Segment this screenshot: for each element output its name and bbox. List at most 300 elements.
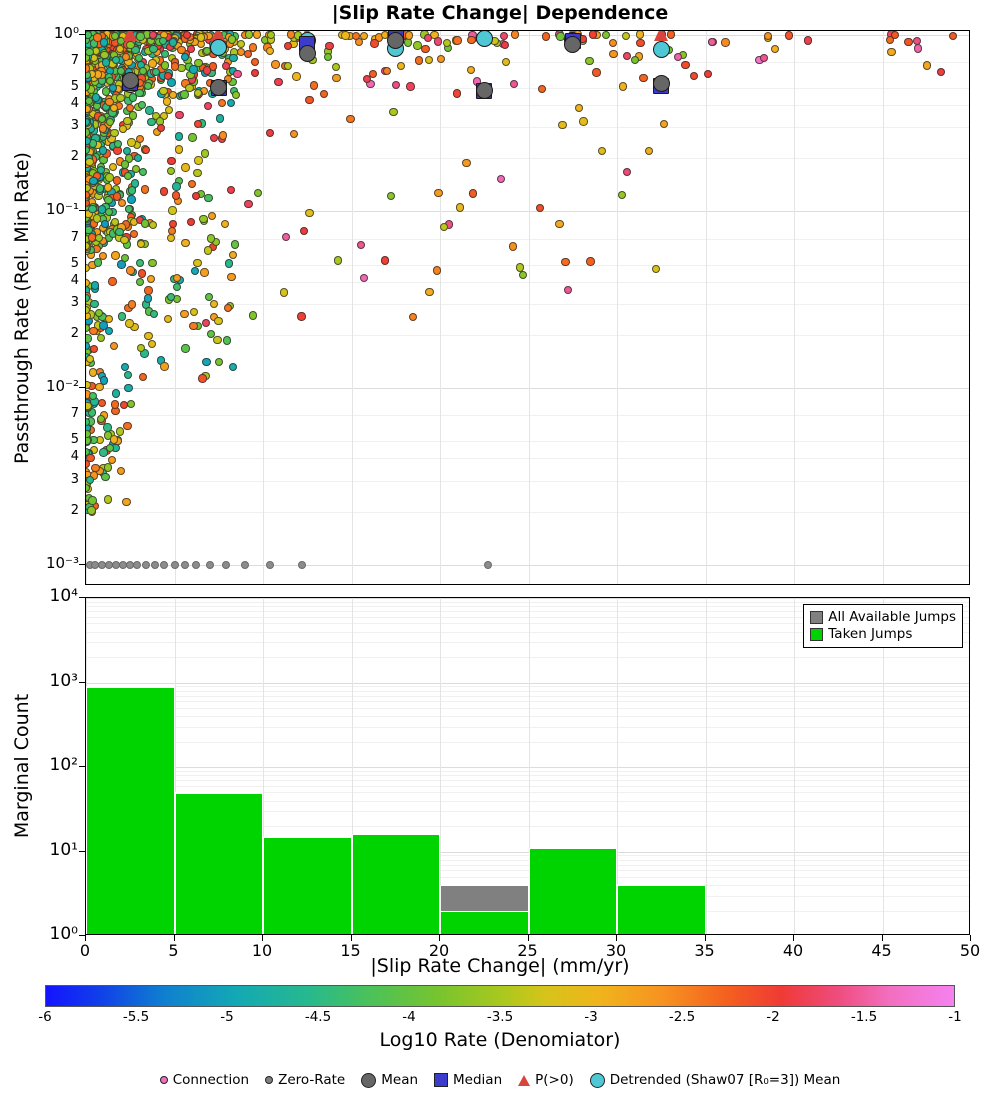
gridline-v	[529, 31, 530, 584]
connection-point	[126, 41, 134, 49]
connection-point	[623, 168, 631, 176]
gridline-h-minor	[86, 786, 969, 787]
connection-point	[199, 215, 207, 223]
connection-point	[122, 498, 130, 506]
x-tick-label: 45	[871, 941, 892, 960]
connection-point	[136, 278, 144, 286]
connection-point	[202, 358, 210, 366]
x-tick-label: 40	[782, 941, 804, 960]
histogram-y-axis-label: Marginal Count	[11, 693, 33, 839]
connection-point	[280, 288, 288, 296]
connection-point	[245, 30, 253, 38]
connection-point	[159, 87, 167, 95]
x-tick-label: 5	[168, 941, 179, 960]
histogram-y-tick-mark	[79, 851, 85, 852]
colorbar-tick-label: -6	[38, 1009, 52, 1025]
connection-point	[167, 157, 175, 165]
histogram-y-tick-mark	[79, 597, 85, 598]
marker-p-gt-zero	[123, 30, 137, 41]
histogram-y-tick: 10⁴	[49, 586, 78, 606]
connection-point	[181, 239, 189, 247]
connection-point	[300, 227, 308, 235]
connection-point	[216, 114, 224, 122]
scatter-y-minor-tick: 7	[70, 406, 79, 422]
histogram-bar-taken-jumps	[263, 837, 352, 935]
connection-point	[237, 48, 245, 56]
connection-point	[636, 30, 644, 38]
connection-point	[192, 192, 200, 200]
histogram-y-tick-mark	[79, 766, 85, 767]
connection-point	[210, 300, 218, 308]
connection-point	[305, 96, 313, 104]
connection-point	[172, 191, 180, 199]
connection-point	[325, 42, 333, 50]
histogram-bar-taken-jumps	[529, 848, 618, 935]
marker-mean	[564, 36, 581, 53]
connection-point	[389, 108, 397, 116]
connection-point	[271, 60, 279, 68]
connection-point	[440, 223, 448, 231]
connection-point	[467, 36, 475, 44]
colorbar-tick-label: -2	[766, 1009, 780, 1025]
figure-title: |Slip Rate Change| Dependence	[331, 2, 669, 24]
connection-point	[542, 32, 550, 40]
connection-point	[433, 266, 441, 274]
x-tick-label: 0	[79, 941, 91, 960]
connection-point	[141, 185, 149, 193]
legend-item-all-jumps	[810, 609, 956, 626]
connection-point	[266, 129, 274, 137]
connection-point	[645, 147, 653, 155]
marker-p-gt-zero	[654, 30, 668, 41]
connection-point	[86, 476, 94, 484]
zero-rate-point	[181, 561, 189, 569]
connection-point	[202, 319, 210, 327]
connection-point	[249, 311, 257, 319]
x-tick-mark	[970, 935, 971, 941]
connection-point	[127, 195, 135, 203]
legend-swatch-taken-jumps	[810, 628, 823, 641]
connection-point	[332, 63, 340, 71]
gridline-h	[86, 388, 969, 389]
connection-point	[191, 267, 199, 275]
scatter-y-minor-tick: 7	[70, 52, 79, 68]
connection-point	[341, 31, 349, 39]
gridline-h-minor	[86, 742, 969, 743]
connection-point	[334, 256, 342, 264]
connection-point	[406, 82, 414, 90]
gridline-h-minor	[86, 265, 969, 266]
marker-detrended-mean	[653, 41, 670, 58]
connection-point	[86, 454, 94, 462]
scatter-y-major-tick: 10⁰	[53, 23, 79, 42]
connection-point	[586, 257, 594, 265]
x-tick-mark	[616, 935, 617, 941]
connection-point	[320, 90, 328, 98]
connection-point	[631, 56, 639, 64]
connection-point	[181, 163, 189, 171]
gridline-h	[86, 211, 969, 212]
connection-point	[602, 31, 610, 39]
gridline-h-minor	[86, 481, 969, 482]
connection-point	[575, 104, 583, 112]
connection-point	[332, 74, 340, 82]
connection-point	[104, 463, 112, 471]
connection-point	[85, 48, 93, 56]
connection-point	[187, 218, 195, 226]
connection-point	[150, 310, 158, 318]
gridline-h-minor	[86, 686, 969, 687]
connection-point	[189, 322, 197, 330]
colorbar-tick-label: -1	[948, 1009, 962, 1025]
marker-legend-item	[518, 1072, 574, 1088]
connection-point	[197, 33, 205, 41]
x-tick-mark	[351, 935, 352, 941]
connection-point	[91, 281, 99, 289]
connection-point	[193, 169, 201, 177]
connection-point	[887, 48, 895, 56]
zero-rate-point	[142, 561, 150, 569]
legend-label-all-jumps: All Available Jumps	[828, 609, 956, 625]
connection-point	[609, 39, 617, 47]
connection-point	[214, 317, 222, 325]
connection-point	[237, 40, 245, 48]
connection-point	[88, 496, 96, 504]
gridline-v	[794, 31, 795, 584]
connection-point	[173, 283, 181, 291]
histogram-legend	[803, 604, 963, 648]
connection-point	[297, 312, 305, 320]
connection-point	[511, 30, 519, 38]
scatter-y-tick-mark	[79, 387, 85, 388]
scatter-y-tick-mark	[79, 210, 85, 211]
zero-rate-point	[192, 561, 200, 569]
colorbar-container	[0, 985, 1000, 1055]
scatter-y-minor-tick: 4	[70, 449, 79, 465]
gridline-v	[794, 598, 795, 934]
connection-point	[467, 66, 475, 74]
gridline-h-minor	[86, 602, 969, 603]
connection-point	[124, 384, 132, 392]
connection-point	[210, 134, 218, 142]
legend-label: Connection	[172, 1072, 250, 1088]
connection-point	[106, 118, 114, 126]
legend-swatch-all-jumps	[810, 611, 823, 624]
connection-point	[118, 312, 126, 320]
connection-point	[497, 175, 505, 183]
connection-point	[120, 236, 128, 244]
connection-point	[100, 376, 108, 384]
connection-point	[147, 118, 155, 126]
connection-point	[126, 266, 134, 274]
gridline-v	[352, 31, 353, 584]
gridline-h-minor	[86, 701, 969, 702]
gridline-h-minor	[86, 415, 969, 416]
connection-point	[218, 99, 226, 107]
colorbar-tick-label: -1.5	[850, 1009, 878, 1025]
marker-mean	[653, 75, 670, 92]
connection-point	[251, 69, 259, 77]
gridline-v	[617, 598, 618, 934]
connection-point	[85, 381, 91, 389]
connection-point	[387, 192, 395, 200]
connection-point	[249, 43, 257, 51]
marker-detrended-mean	[210, 39, 227, 56]
connection-point	[704, 70, 712, 78]
connection-point	[914, 44, 922, 52]
connection-point	[99, 124, 107, 132]
connection-point	[509, 242, 517, 250]
x-tick-label: 35	[694, 941, 715, 960]
connection-point	[623, 52, 631, 60]
histogram-bar-taken-jumps	[175, 793, 264, 935]
connection-point	[144, 286, 152, 294]
connection-point	[172, 182, 180, 190]
zero-rate-point	[160, 561, 168, 569]
gridline-h-minor	[86, 158, 969, 159]
connection-point	[284, 42, 292, 50]
legend-item-taken-jumps	[810, 626, 956, 643]
connection-point	[904, 38, 912, 46]
connection-point	[555, 220, 563, 228]
connection-point	[111, 400, 119, 408]
marker-legend-item	[361, 1072, 418, 1088]
scatter-y-minor-tick: 4	[70, 272, 79, 288]
connection-point	[425, 288, 433, 296]
connection-point	[381, 256, 389, 264]
connection-point	[117, 467, 125, 475]
connection-point	[125, 319, 133, 327]
connection-point	[721, 38, 729, 46]
connection-point	[88, 233, 96, 241]
zero-rate-point	[206, 561, 214, 569]
connection-point	[136, 135, 144, 143]
connection-point	[231, 240, 239, 248]
connection-point	[502, 58, 510, 66]
connection-point	[891, 31, 899, 39]
connection-point	[207, 234, 215, 242]
connection-point	[108, 456, 116, 464]
connection-point	[97, 334, 105, 342]
scatter-y-tick-mark	[79, 564, 85, 565]
connection-point	[760, 54, 768, 62]
zero-rate-point	[241, 561, 249, 569]
x-tick-mark	[705, 935, 706, 941]
connection-point	[221, 220, 229, 228]
connection-point	[101, 220, 109, 228]
connection-point	[90, 345, 98, 353]
marker-legend-item	[590, 1072, 841, 1088]
connection-point	[636, 39, 644, 47]
connection-point	[462, 159, 470, 167]
connection-point	[136, 259, 144, 267]
gridline-v	[440, 31, 441, 584]
histogram-bar-taken-jumps	[617, 885, 706, 935]
connection-point	[96, 184, 104, 192]
connection-point	[145, 106, 153, 114]
colorbar-tick-label: -3	[584, 1009, 598, 1025]
connection-point	[204, 102, 212, 110]
connection-point	[232, 91, 240, 99]
connection-point	[130, 230, 138, 238]
connection-point	[219, 131, 227, 139]
colorbar-tick-label: -5.5	[122, 1009, 150, 1025]
connection-point	[771, 45, 779, 53]
colorbar-title: Log10 Rate (Denomiator)	[379, 1029, 621, 1051]
connection-point	[93, 33, 101, 41]
connection-point	[274, 78, 282, 86]
connection-point	[227, 273, 235, 281]
connection-point	[85, 402, 92, 410]
connection-point	[90, 300, 98, 308]
connection-point	[421, 45, 429, 53]
connection-point	[87, 506, 95, 514]
gridline-h-minor	[86, 708, 969, 709]
marker-mean	[387, 32, 404, 49]
connection-point	[119, 125, 127, 133]
connection-point	[168, 206, 176, 214]
histogram-y-tick-mark	[79, 682, 85, 683]
connection-point	[110, 342, 118, 350]
gridline-h-minor	[86, 282, 969, 283]
histogram-bar-taken-jumps	[352, 834, 441, 935]
connection-point	[357, 241, 365, 249]
connection-point	[397, 62, 405, 70]
gridline-v	[706, 598, 707, 934]
connection-point	[194, 156, 202, 164]
connection-point	[85, 158, 93, 166]
gridline-h	[86, 767, 969, 768]
connection-point	[125, 205, 133, 213]
scatter-y-minor-tick: 3	[70, 118, 79, 133]
colorbar-gradient	[45, 985, 955, 1007]
connection-point	[667, 30, 675, 38]
connection-point	[383, 67, 391, 75]
connection-point	[139, 168, 147, 176]
connection-point	[148, 340, 156, 348]
connection-point	[190, 308, 198, 316]
legend-circle-icon	[361, 1073, 376, 1088]
connection-point	[213, 336, 221, 344]
scatter-y-minor-tick: 3	[70, 294, 79, 310]
connection-point	[227, 186, 235, 194]
x-tick-mark	[439, 935, 440, 941]
connection-point	[674, 53, 682, 61]
connection-point	[287, 30, 295, 38]
connection-point	[201, 149, 209, 157]
connection-point	[253, 30, 261, 38]
marker-legend-item	[265, 1072, 345, 1088]
connection-point	[122, 53, 130, 61]
connection-point	[89, 368, 97, 376]
connection-point	[229, 363, 237, 371]
connection-point	[200, 268, 208, 276]
legend-triangle-icon	[518, 1075, 530, 1086]
connection-point	[198, 374, 206, 382]
connection-point	[99, 252, 107, 260]
connection-point	[188, 133, 196, 141]
connection-point	[244, 200, 252, 208]
scatter-y-minor-tick: 2	[70, 325, 79, 341]
gridline-h-minor	[86, 127, 969, 128]
gridline-h-minor	[86, 771, 969, 772]
connection-point	[113, 176, 121, 184]
histogram-y-tick: 10²	[49, 755, 78, 775]
connection-point	[453, 89, 461, 97]
scatter-y-minor-tick: 5	[70, 255, 79, 271]
connection-point	[469, 189, 477, 197]
connection-point	[305, 209, 313, 217]
gridline-v	[883, 31, 884, 584]
colorbar-tick-label: -4.5	[304, 1009, 332, 1025]
connection-point	[161, 61, 169, 69]
x-tick-mark	[528, 935, 529, 941]
connection-point	[111, 251, 119, 259]
connection-point	[194, 120, 202, 128]
x-tick-label: 30	[605, 941, 627, 960]
connection-point	[121, 160, 129, 168]
connection-point	[105, 315, 113, 323]
connection-point	[622, 32, 630, 40]
scatter-y-major-tick: 10⁻³	[45, 553, 79, 572]
connection-point	[180, 90, 188, 98]
connection-point	[124, 371, 132, 379]
connection-point	[124, 172, 132, 180]
connection-point	[175, 132, 183, 140]
connection-point	[284, 62, 292, 70]
scatter-y-minor-tick: 3	[70, 471, 79, 487]
connection-point	[121, 254, 129, 262]
scatter-y-minor-tick: 2	[70, 502, 79, 518]
connection-point	[134, 154, 142, 162]
connection-point	[324, 53, 332, 61]
connection-point	[177, 46, 185, 54]
connection-point	[370, 39, 378, 47]
histogram-bar-taken-jumps	[86, 687, 175, 935]
gridline-h-minor	[86, 727, 969, 728]
connection-point	[519, 271, 527, 279]
connection-point	[589, 30, 597, 38]
marker-legend-item	[160, 1072, 249, 1088]
connection-point	[152, 68, 160, 76]
gridline-h	[86, 565, 969, 566]
connection-point	[169, 220, 177, 228]
zero-rate-point	[171, 561, 179, 569]
connection-point	[224, 304, 232, 312]
connection-point	[501, 41, 509, 49]
connection-point	[785, 31, 793, 39]
connection-point	[89, 327, 97, 335]
connection-point	[127, 138, 135, 146]
connection-point	[405, 31, 413, 39]
connection-point	[112, 389, 120, 397]
zero-rate-point	[151, 561, 159, 569]
connection-point	[558, 121, 566, 129]
connection-point	[89, 392, 97, 400]
connection-point	[144, 294, 152, 302]
legend-circle-icon	[265, 1076, 273, 1084]
legend-label: Detrended (Shaw07 [R₀=3]) Mean	[609, 1072, 841, 1088]
histogram-bar-taken-jumps	[440, 911, 529, 935]
connection-point	[144, 82, 152, 90]
connection-point	[681, 61, 689, 69]
connection-point	[98, 399, 106, 407]
gridline-h-minor	[86, 775, 969, 776]
x-tick-label: 10	[251, 941, 273, 960]
scatter-y-minor-tick: 7	[70, 229, 79, 245]
x-tick-label: 15	[340, 941, 361, 960]
connection-point	[251, 58, 259, 66]
